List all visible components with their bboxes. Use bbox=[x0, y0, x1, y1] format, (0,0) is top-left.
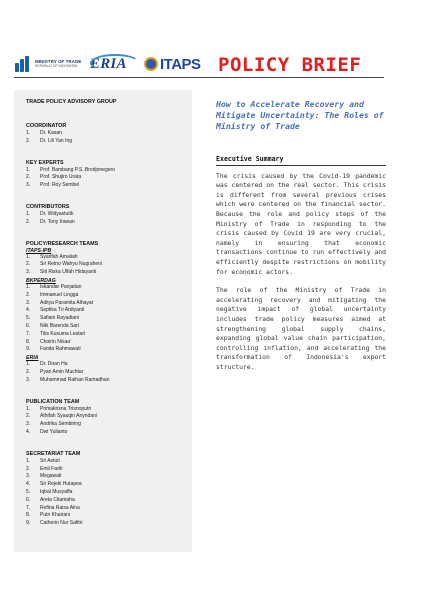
list-item bbox=[26, 174, 182, 182]
list-item bbox=[26, 369, 182, 377]
list-item bbox=[26, 138, 182, 146]
brief-content bbox=[216, 99, 386, 372]
list-number: 7. bbox=[26, 330, 31, 337]
list-text: Dr. Lili Yan Ing bbox=[40, 137, 73, 144]
list-item bbox=[26, 497, 182, 505]
list-number: 5. bbox=[26, 488, 31, 495]
list-text: Choirin Nisaa' bbox=[40, 338, 71, 345]
list-text: Sri Retno Wahyu Nugraheni bbox=[40, 261, 103, 268]
list-text: Primakrisna Trisnoputri bbox=[40, 405, 92, 412]
list-item bbox=[26, 346, 182, 354]
section-title: POLICY/RESEARCH TEAMS bbox=[26, 240, 99, 247]
research-teams-section bbox=[26, 241, 182, 385]
list-number: 2. bbox=[26, 413, 31, 420]
list-number: 3. bbox=[26, 182, 31, 189]
ministry-emblem-icon bbox=[14, 55, 32, 73]
list-number: 2. bbox=[26, 368, 31, 375]
list-number: 1. bbox=[26, 457, 31, 464]
list-number: 6. bbox=[26, 496, 31, 503]
section-title: CONTRIBUTORS bbox=[26, 203, 70, 210]
list-number: 9. bbox=[26, 346, 31, 353]
list-number: 1. bbox=[26, 166, 31, 173]
list-number: 2. bbox=[26, 137, 31, 144]
list-item bbox=[26, 331, 182, 339]
list-text: Dr. Kasan bbox=[40, 130, 62, 136]
list-item bbox=[26, 182, 182, 190]
publication-team-list bbox=[26, 406, 182, 437]
section-title: PUBLICATION TEAM bbox=[26, 398, 80, 405]
list-item bbox=[26, 429, 182, 437]
list-number: 3. bbox=[26, 473, 31, 480]
list-item bbox=[26, 512, 182, 520]
secretariat-team-list bbox=[26, 458, 182, 528]
subsection-title: ITAPS-IPB bbox=[26, 247, 52, 254]
list-number: 3. bbox=[26, 376, 31, 383]
list-number: 3. bbox=[26, 269, 31, 276]
list-item bbox=[26, 323, 182, 331]
list-item bbox=[26, 284, 182, 292]
eria-wordmark: ERIA bbox=[90, 55, 127, 72]
itaps-team-list bbox=[26, 254, 182, 277]
list-text: Dr. Tony Irawan bbox=[40, 218, 75, 225]
list-text: Putri Khairani bbox=[40, 512, 71, 519]
ministry-name: MINISTRY OF TRADE bbox=[35, 58, 82, 64]
itaps-seal-icon bbox=[144, 57, 158, 71]
list-item bbox=[26, 219, 182, 227]
list-text: Emil Fadri bbox=[40, 465, 63, 472]
list-number: 8. bbox=[26, 512, 31, 519]
list-number: 4. bbox=[26, 481, 31, 488]
list-text: Andrika Sembiring bbox=[40, 421, 81, 428]
list-item bbox=[26, 481, 182, 489]
list-text: Dr. Widyastutik bbox=[40, 210, 74, 217]
list-item bbox=[26, 269, 182, 277]
brief-title: How to Accelerate Recovery and Mitigate Uncertainty: The Roles of Ministry of Trade bbox=[216, 99, 384, 132]
list-text: Areta Citamaha bbox=[40, 496, 75, 503]
list-number: 4. bbox=[26, 428, 31, 435]
list-text: Safiani Rayadiani bbox=[40, 315, 79, 322]
list-number: 1. bbox=[26, 253, 31, 260]
list-text: Athifah Syauqin Anyndani bbox=[40, 413, 97, 420]
section-title: COORDINATOR bbox=[26, 123, 67, 129]
coordinator-list bbox=[26, 130, 182, 146]
list-number: 8. bbox=[26, 338, 31, 345]
secretariat-team-section bbox=[26, 451, 182, 528]
eria-team-list bbox=[26, 361, 182, 384]
contributors-list bbox=[26, 211, 182, 227]
list-text: Prof. Bambang P.S. Brodjonegoro bbox=[40, 166, 115, 173]
key-experts-section bbox=[26, 160, 182, 190]
itaps-logo bbox=[144, 50, 208, 78]
list-text: Sri Rejeki Hutapea bbox=[40, 481, 82, 488]
list-number: 2. bbox=[26, 218, 31, 225]
summary-paragraph-1: The crisis caused by the Covid-19 pandemic was centered on the real sector. This crisis is different from several previous crises which were centered on the financial sector. Because the role and policy steps of the Ministry of Trade in responding to the crisis caused by Covid 19 are very crucial, namely in ensuring that economic transactions continue to run effectively and efficiently despite restrictions on mobility for economic actors. bbox=[216, 171, 386, 276]
list-item bbox=[26, 505, 182, 513]
list-number: 4. bbox=[26, 307, 31, 314]
list-item bbox=[26, 458, 182, 466]
sidebar-heading: TRADE POLICY ADVISORY GROUP bbox=[26, 99, 117, 105]
list-item bbox=[26, 361, 182, 369]
list-number: 2. bbox=[26, 465, 31, 472]
contributors-section bbox=[26, 204, 182, 227]
list-item bbox=[26, 130, 182, 138]
list-item bbox=[26, 167, 182, 175]
list-number: 2. bbox=[26, 174, 31, 181]
list-number: 2. bbox=[26, 291, 31, 298]
subsection-title: ERIA bbox=[26, 355, 39, 362]
list-text: Catherin Nur Safitri bbox=[40, 520, 83, 527]
list-text: Dr. Doan Ha bbox=[40, 361, 68, 368]
list-item bbox=[26, 473, 182, 481]
coordinator-section bbox=[26, 123, 182, 146]
list-text: Immanuel Lingga bbox=[40, 291, 79, 298]
list-text: Iqbal Musyaffa bbox=[40, 488, 73, 495]
list-number: 2. bbox=[26, 261, 31, 268]
header-divider bbox=[14, 77, 384, 78]
list-item bbox=[26, 292, 182, 300]
subsection-title: BKPERDAG bbox=[26, 277, 56, 284]
ministry-of-trade-logo bbox=[14, 50, 88, 78]
list-number: 6. bbox=[26, 322, 31, 329]
summary-paragraph-2: The role of the Ministry of Trade in accelerating recovery and mitigating the negative impact of global uncertainty includes trade policy measures aimed at strengthening global supply chains, expanding global value chain participation, controlling inflation, and accelerating the transformation of Indonesia's export structure. bbox=[216, 286, 386, 371]
list-text: Niki Barenda Sari bbox=[40, 322, 79, 329]
bkperdag-team-list bbox=[26, 284, 182, 354]
key-experts-list bbox=[26, 167, 182, 190]
list-item bbox=[26, 406, 182, 414]
executive-summary-heading: Executive Summary bbox=[216, 155, 386, 166]
list-text: Megawati bbox=[40, 473, 62, 480]
list-number: 3. bbox=[26, 299, 31, 306]
advisory-group-sidebar bbox=[14, 90, 192, 552]
list-item bbox=[26, 377, 182, 385]
list-number: 1. bbox=[26, 130, 31, 136]
list-item bbox=[26, 339, 182, 347]
list-number: 1. bbox=[26, 283, 31, 290]
list-text: Prof. Roy Sembel bbox=[40, 182, 80, 189]
list-item bbox=[26, 211, 182, 219]
list-number: 7. bbox=[26, 504, 31, 511]
list-text: Muhammad Raihan Ramadhan bbox=[40, 376, 110, 383]
list-item bbox=[26, 520, 182, 528]
list-number: 9. bbox=[26, 520, 31, 527]
list-text: Pyan Amin Muchtar bbox=[40, 368, 84, 375]
list-text: Prof. Shujiro Urata bbox=[40, 174, 82, 181]
list-text: Iskandar Panjaitan bbox=[40, 283, 82, 290]
list-text: Dwi Yulianto bbox=[40, 428, 68, 435]
list-number: 1. bbox=[26, 361, 31, 368]
ministry-country: REPUBLIC OF INDONESIA bbox=[35, 64, 78, 68]
list-text: Aditya Paramita Alhayat bbox=[40, 299, 94, 306]
itaps-wordmark: ITAPS bbox=[160, 55, 201, 73]
section-title: KEY EXPERTS bbox=[26, 159, 64, 166]
eria-logo bbox=[90, 50, 142, 78]
list-number: 1. bbox=[26, 210, 31, 217]
list-item bbox=[26, 300, 182, 308]
list-number: 3. bbox=[26, 421, 31, 428]
list-text: Syarifah Amaliah bbox=[40, 253, 78, 260]
list-item bbox=[26, 254, 182, 262]
list-text: Siti Riska Ulfah Hidayanti bbox=[40, 269, 97, 276]
section-title: SECRETARIAT TEAM bbox=[26, 450, 81, 457]
list-item bbox=[26, 421, 182, 429]
list-number: 5. bbox=[26, 315, 31, 322]
policy-brief-title: POLICY BRIEF bbox=[218, 54, 362, 76]
list-text: Titis Kusuma Lestari bbox=[40, 330, 86, 337]
list-text: Septika Tri Ardiyanti bbox=[40, 307, 85, 314]
list-text: Sri Astuti bbox=[40, 457, 60, 464]
list-text: Refina Raisa Alna bbox=[40, 504, 80, 511]
list-number: 1. bbox=[26, 405, 31, 412]
list-text: Farida Rahmawati bbox=[40, 346, 81, 353]
list-item bbox=[26, 315, 182, 323]
list-item bbox=[26, 261, 182, 269]
list-item bbox=[26, 413, 182, 421]
eria-swoosh-icon bbox=[90, 54, 140, 72]
list-item bbox=[26, 489, 182, 497]
list-item bbox=[26, 466, 182, 474]
list-item bbox=[26, 307, 182, 315]
publication-team-section bbox=[26, 399, 182, 437]
